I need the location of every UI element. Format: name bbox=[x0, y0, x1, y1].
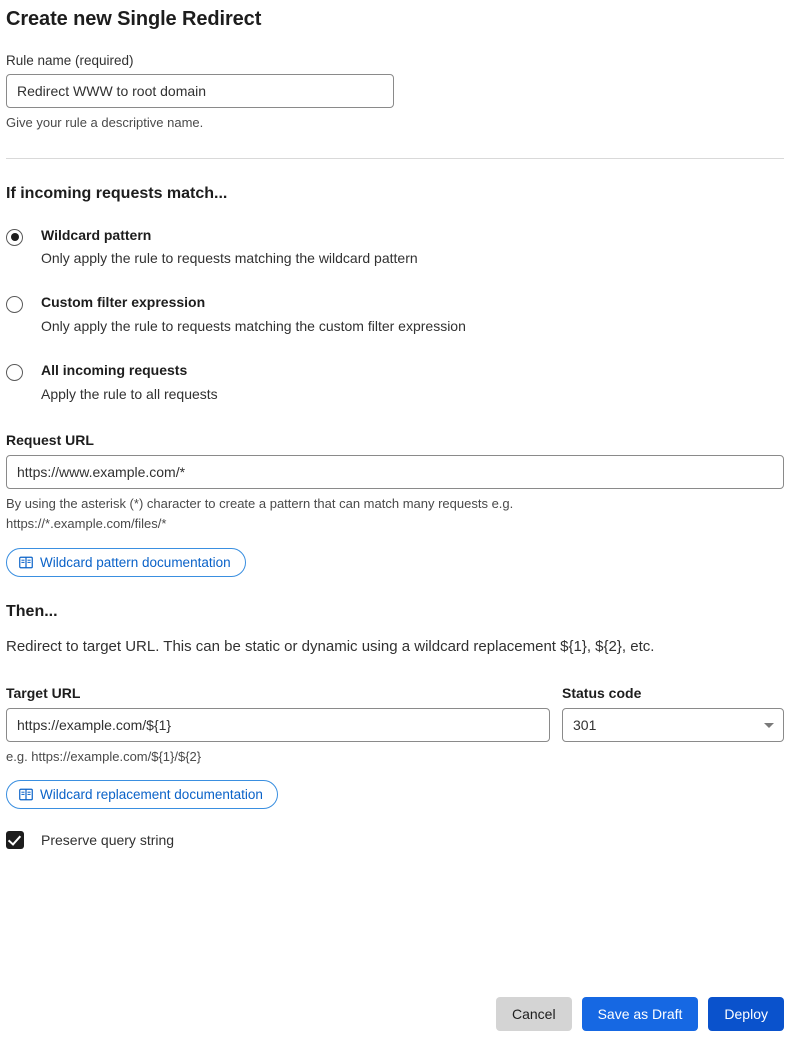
section-divider bbox=[6, 158, 784, 159]
status-code-label: Status code bbox=[562, 685, 642, 702]
radio-description-custom-filter-expression: Only apply the rule to requests matching the custom filter expression bbox=[41, 317, 466, 334]
radio-option-all-incoming-requests[interactable] bbox=[6, 362, 784, 403]
checkbox-icon-checked[interactable] bbox=[6, 831, 24, 849]
then-section-description: Redirect to target URL. This can be static or dynamic using a wildcard replacement ${1}, ${2}, etc. bbox=[6, 638, 655, 656]
book-icon bbox=[19, 788, 33, 801]
request-url-input[interactable] bbox=[6, 455, 784, 489]
rule-name-help: Give your rule a descriptive name. bbox=[6, 115, 204, 130]
cancel-button[interactable]: Cancel bbox=[496, 997, 572, 1031]
radio-option-wildcard-pattern[interactable] bbox=[6, 227, 784, 268]
target-url-help: e.g. https://example.com/${1}/${2} bbox=[6, 749, 202, 765]
radio-icon-unselected[interactable] bbox=[6, 364, 23, 381]
radio-label-custom-filter-expression: Custom filter expression bbox=[41, 294, 206, 311]
wildcard-replacement-documentation-link[interactable] bbox=[6, 780, 278, 809]
status-code-value: 301 bbox=[573, 717, 597, 734]
wildcard-replacement-documentation-label: Wildcard replacement documentation bbox=[40, 786, 263, 802]
radio-label-wildcard-pattern: Wildcard pattern bbox=[41, 226, 152, 243]
wildcard-pattern-documentation-label: Wildcard pattern documentation bbox=[40, 555, 231, 571]
page-title: Create new Single Redirect bbox=[6, 8, 262, 30]
radio-icon-selected[interactable] bbox=[6, 229, 23, 246]
book-icon bbox=[19, 556, 33, 569]
target-and-status-row bbox=[6, 655, 784, 766]
form-actions bbox=[496, 997, 784, 1031]
create-redirect-form bbox=[0, 8, 790, 1039]
radio-icon-unselected[interactable] bbox=[6, 296, 23, 313]
match-options-group bbox=[6, 227, 784, 403]
rule-name-input[interactable] bbox=[6, 74, 394, 108]
preserve-query-string-row[interactable] bbox=[6, 831, 784, 849]
request-url-help-line1: By using the asterisk (*) character to create a pattern that can match many requests e.g. bbox=[6, 496, 514, 512]
save-as-draft-button[interactable]: Save as Draft bbox=[582, 997, 699, 1031]
target-url-label: Target URL bbox=[6, 685, 81, 702]
radio-description-wildcard-pattern: Only apply the rule to requests matching the wildcard pattern bbox=[41, 250, 418, 267]
status-code-select[interactable] bbox=[562, 708, 784, 742]
target-url-input[interactable] bbox=[6, 708, 550, 742]
preserve-query-string-label: Preserve query string bbox=[41, 831, 175, 848]
radio-description-all-incoming-requests: Apply the rule to all requests bbox=[41, 385, 218, 402]
radio-label-all-incoming-requests: All incoming requests bbox=[41, 361, 188, 378]
request-url-label: Request URL bbox=[6, 432, 94, 449]
request-url-help-line2: https://*.example.com/files/* bbox=[6, 515, 167, 531]
rule-name-label: Rule name (required) bbox=[6, 53, 134, 68]
match-section-heading: If incoming requests match... bbox=[6, 184, 228, 202]
deploy-button[interactable]: Deploy bbox=[708, 997, 784, 1031]
radio-option-custom-filter-expression[interactable] bbox=[6, 294, 784, 335]
wildcard-pattern-documentation-link[interactable] bbox=[6, 548, 246, 577]
then-section-heading: Then... bbox=[6, 603, 58, 621]
